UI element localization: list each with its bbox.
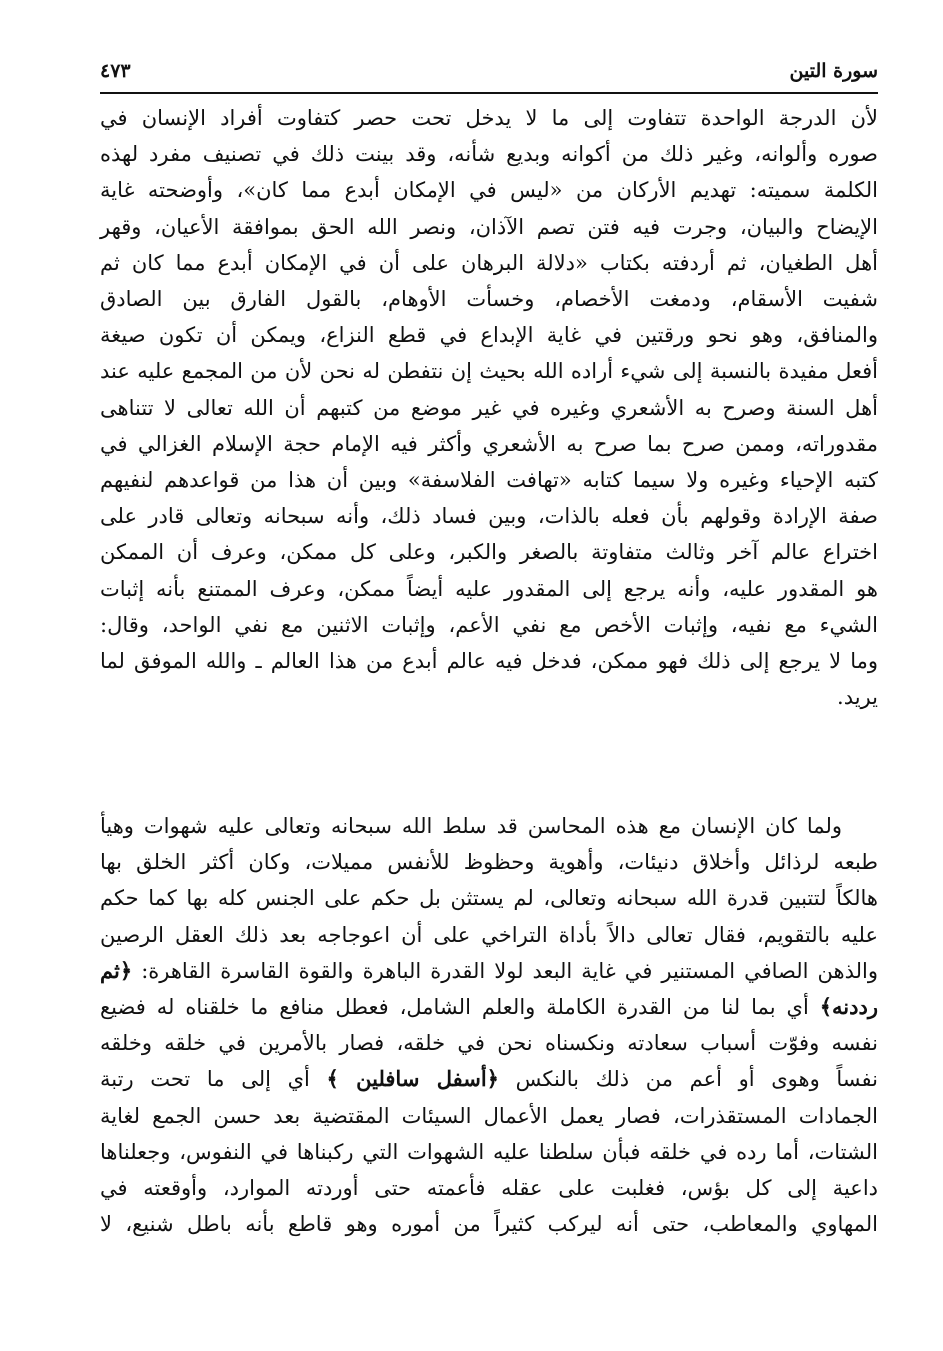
text-line: عليه بالتقويم، فقال تعالى دالاً بأداة التراخي على أن اعوجاجه بعد ذلك العقل الرصين xyxy=(100,922,878,947)
text-line xyxy=(100,953,878,989)
text-line: وما لا يرجع إلى ذلك فهو ممكن، فدخل فيه عالم أبدع من هذا العالم ـ والله الموفق لما xyxy=(100,649,878,674)
text-line: والمنافق، وهو نحو ورقتين في غاية الإبداع في قطع النزاع، ويمكن أن تكون صيغة xyxy=(100,323,878,348)
text-segment: نفساً وهوى أو أعم من ذلك بالنكس xyxy=(498,1067,878,1092)
text-segment: أي إلى ما تحت رتبة xyxy=(100,1067,327,1092)
text-line: كتبه الإحياء وغيره ولا سيما كتابه «تهافت الفلاسفة» وبين أن هذا من قواعدهم لنفيهم xyxy=(100,468,878,493)
text-line: أهل السنة وصرح به الأشعري وغيره في غير موضع من كتبهم أن الله تعالى لا تتناهى xyxy=(100,395,878,420)
text-line: داعية إلى كل بؤس، فغلبت على عقله فأعمته حتى أوردته الموارد، وأوقعته في xyxy=(100,1176,878,1201)
text-line: هو المقدور عليه، وأنه يرجع إلى المقدور عليه أيضاً ممكن، وعرف الممتنع بأنه إثبات xyxy=(100,576,878,601)
text-line: طبعه لرذائل وأخلاق دنيئات، وأهوية وحظوظ للأنفس مميلات، وكان أكثر الخلق بها xyxy=(100,850,878,875)
text-line: الشيء مع نفيه، وإثبات الأخص مع نفي الأعم، وإثبات الاثنين مع نفي الواحد، وقال: xyxy=(100,612,878,637)
page-number: ٤٧٣ xyxy=(100,60,131,82)
quran-verse-open: ﴿ثم xyxy=(100,957,133,983)
quran-verse: ﴿أسفل سافلين ﴾ xyxy=(326,1066,499,1092)
text-line: أهل الطغيان، ثم أردفته بكتاب «دلالة البرهان على أن في الإمكان أبدع مما كان ثم xyxy=(100,250,878,275)
text-line: المهاوي والمعاطب، حتى أنه ليركب كثيراً من أموره وهو قاطع بأنه باطل شنيع، لا xyxy=(100,1212,878,1237)
text-line: أفعل مفيدة بالنسبة إلى شيء أراده الله بحيث إن نتفطن له نحن لأن من المجمع عليه عند xyxy=(100,359,878,384)
text-segment: والذهن الصافي المستنير في غاية البعد لولا القدرة الباهرة والقوة القاسرة القاهرة: xyxy=(141,958,878,983)
text-line: صوره وألوانه، وغير ذلك من أكوانه وبديع شأنه، وقد بينت ذلك في تصنيف مفرد لهذه xyxy=(100,142,878,167)
header-divider xyxy=(100,92,878,94)
text-line: لأن الدرجة الواحدة تتفاوت إلى ما لا يدخل تحت حصر كتفاوت أفراد الإنسان في xyxy=(100,106,878,130)
text-line: الإيضاح والبيان، وجرت فيه فتن تصم الآذان، ونصر الله الحق بموافقة الأعيان، وقهر xyxy=(100,214,878,239)
page-header xyxy=(100,52,878,90)
text-line: هالكاً لتتبين قدرة الله سبحانه وتعالى، لم يستثن بل حكم على الجنس كله بها كما حكم xyxy=(100,886,878,911)
text-line: الجمادات المستقذرات، فصار يعمل الأعمال السيئات المقتضية بعد حسن الجمع لغاية xyxy=(100,1103,878,1128)
text-line xyxy=(100,1061,878,1097)
text-line: صفة الإرادة وقولهم بأن فعله بالذات، وبين فساد ذلك، وأنه سبحانه وتعالى قادر على xyxy=(100,504,878,529)
paragraph-2 xyxy=(100,808,878,1242)
text-line: شفيت الأسقام، ودمغت الأخصام، وخسأت الأوهام، بالقول الفارق بين الصادق xyxy=(100,287,878,312)
text-line: يريد. xyxy=(837,685,878,710)
text-line: اختراع عالم آخر وثالث متفاوتة بالصغر والكبر، وعلى كل ممكن، وعرف أن الممكن xyxy=(100,540,878,565)
text-line: ولما كان الإنسان مع هذه المحاسن قد سلط الله سبحانه وتعالى عليه شهوات وهيأ xyxy=(100,814,842,838)
text-line: الكلمة سميته: تهديم الأركان من «ليس في الإمكان أبدع مما كان»، وأوضحته غاية xyxy=(100,178,878,203)
paragraph-1 xyxy=(100,100,878,715)
text-line: نفسه وفوّت أسباب سعادته ونكسناه نحن في خلقه، فصار بالأمرين في خلقه وخلقه xyxy=(100,1031,878,1056)
quran-verse-close: رددنه﴾ xyxy=(819,994,878,1020)
text-line: الشتات، أما رده في خلقه فبأن سلطنا عليه الشهوات التي ركبناها في النفوس، وجعلناها xyxy=(100,1139,878,1164)
surah-title: سورة التين xyxy=(789,60,878,82)
text-line xyxy=(100,989,878,1025)
text-line: مقدوراته، وممن صرح بما صرح به الأشعري وأكثر فيه الإمام حجة الإسلام الغزالي في xyxy=(100,431,878,456)
text-segment: أي بما لنا من القدرة الكاملة والعلم الشامل، فعطل منافع ما خلقناه له فضيع xyxy=(100,995,820,1020)
